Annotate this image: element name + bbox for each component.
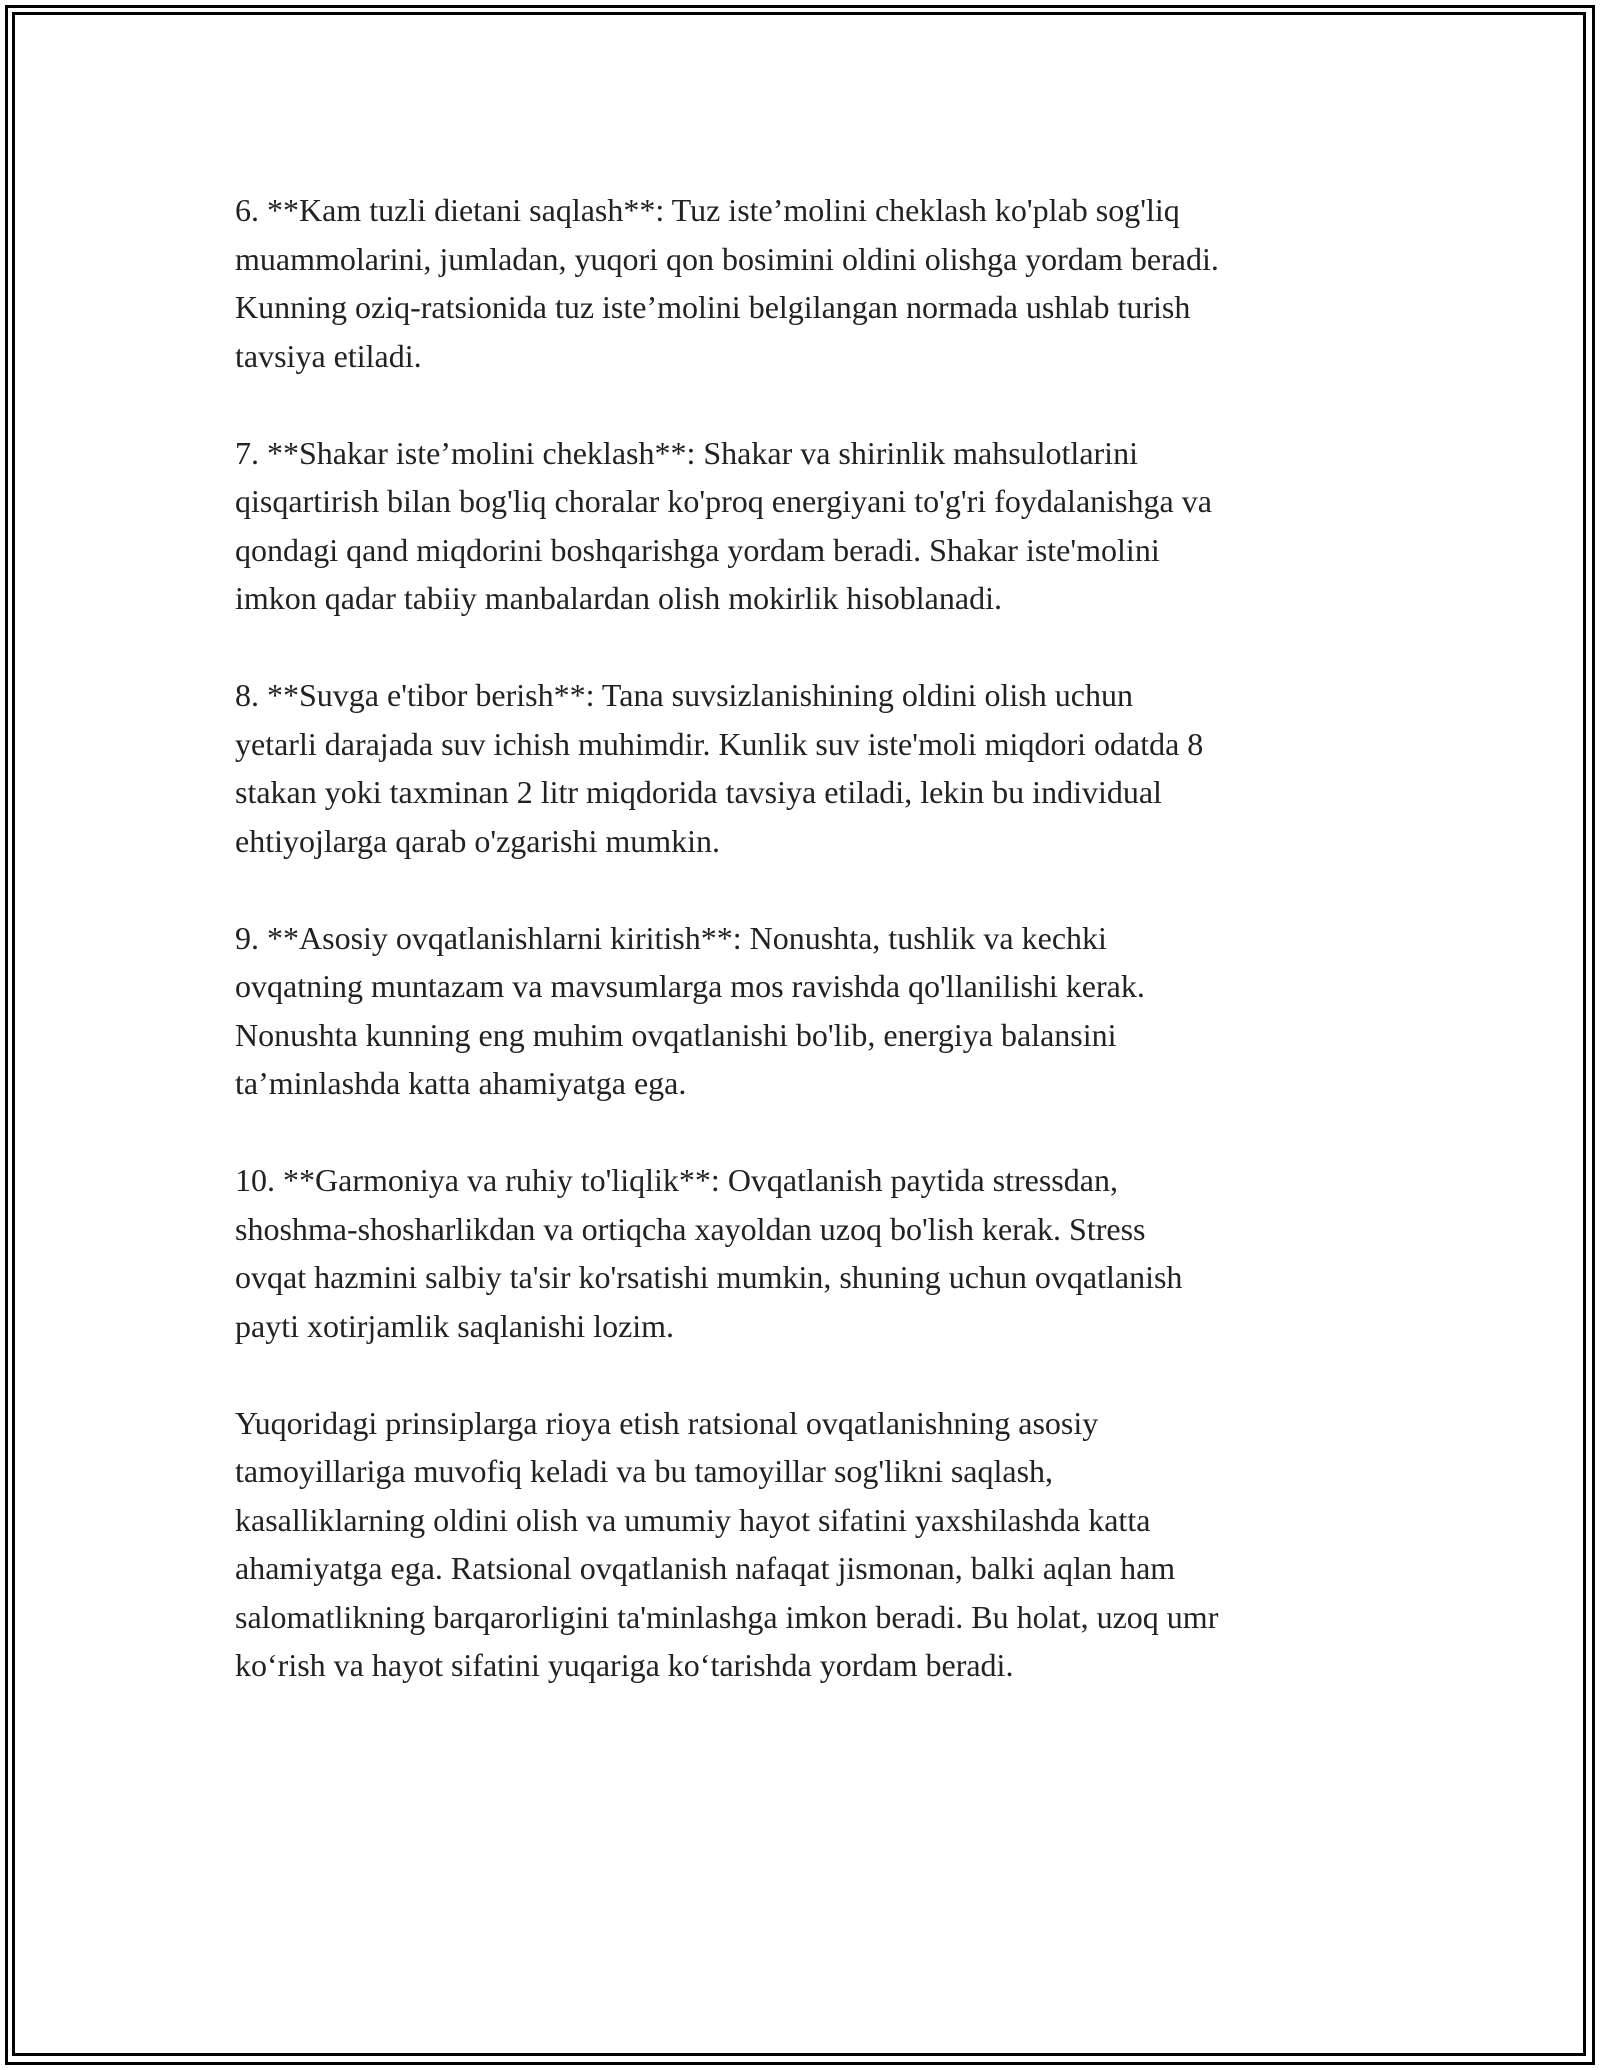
paragraph-conclusion: Yuqoridagi prinsiplarga rioya etish ratsional ovqatlanishning asosiy tamoyillariga muvofiq keladi va bu tamoyillar sog'likni saqlash, kasalliklarning oldini olish va umumiy hayot sifatini yaxshilashda katta ahamiyatga ega. Ratsional ovqatlanish nafaqat jismonan, balki aqlan ham salomatlikning barqarorligini ta'minlashga imkon beradi. Bu holat, uzoq umr ko‘rish va hayot sifatini yuqariga ko‘tarishda yordam beradi. [235, 1404, 1219, 1683]
paragraph-6-low-salt: 6. **Kam tuzli dietani saqlash**: Tuz iste’molini cheklash ko'plab sog'liq muammolarini, jumladan, yuqori qon bosimini oldini olishga yordam beradi. Kunning oziq-ratsionida tuz iste’molini belgilangan normada ushlab turish tavsiya etiladi. [235, 192, 1219, 374]
document-body [235, 186, 1375, 1738]
paragraph-10-harmony: 10. **Garmoniya va ruhiy to'liqlik**: Ovqatlanish paytida stressdan, shoshma-shosharlikdan va ortiqcha xayoldan uzoq bo'lish kerak. Stress ovqat hazmini salbiy ta'sir ko'rsatishi mumkin, shuning uchun ovqatlanish payti xotirjamlik saqlanishi lozim. [235, 1162, 1183, 1344]
paragraph-7-limit-sugar: 7. **Shakar iste’molini cheklash**: Shakar va shirinlik mahsulotlarini qisqartirish bilan bog'liq choralar ko'proq energiyani to'g'ri foydalanishga va qondagi qand miqdorini boshqarishga yordam beradi. Shakar iste'molini imkon qadar tabiiy manbalardan olish mokirlik hisoblanadi. [235, 434, 1212, 616]
paragraph-8-water: 8. **Suvga e'tibor berish**: Tana suvsizlanishining oldini olish uchun yetarli darajada suv ichish muhimdir. Kunlik suv iste'moli miqdori odatda 8 stakan yoki taxminan 2 litr miqdorida tavsiya etiladi, lekin bu individual ehtiyojlarga qarab o'zgarishi mumkin. [235, 677, 1204, 859]
paragraph-9-main-meals: 9. **Asosiy ovqatlanishlarni kiritish**: Nonushta, tushlik va kechki ovqatning muntazam va mavsumlarga mos ravishda qo'llanilishi kerak. Nonushta kunning eng muhim ovqatlanishi bo'lib, energiya balansini ta’minlashda katta ahamiyatga ega. [235, 919, 1145, 1101]
